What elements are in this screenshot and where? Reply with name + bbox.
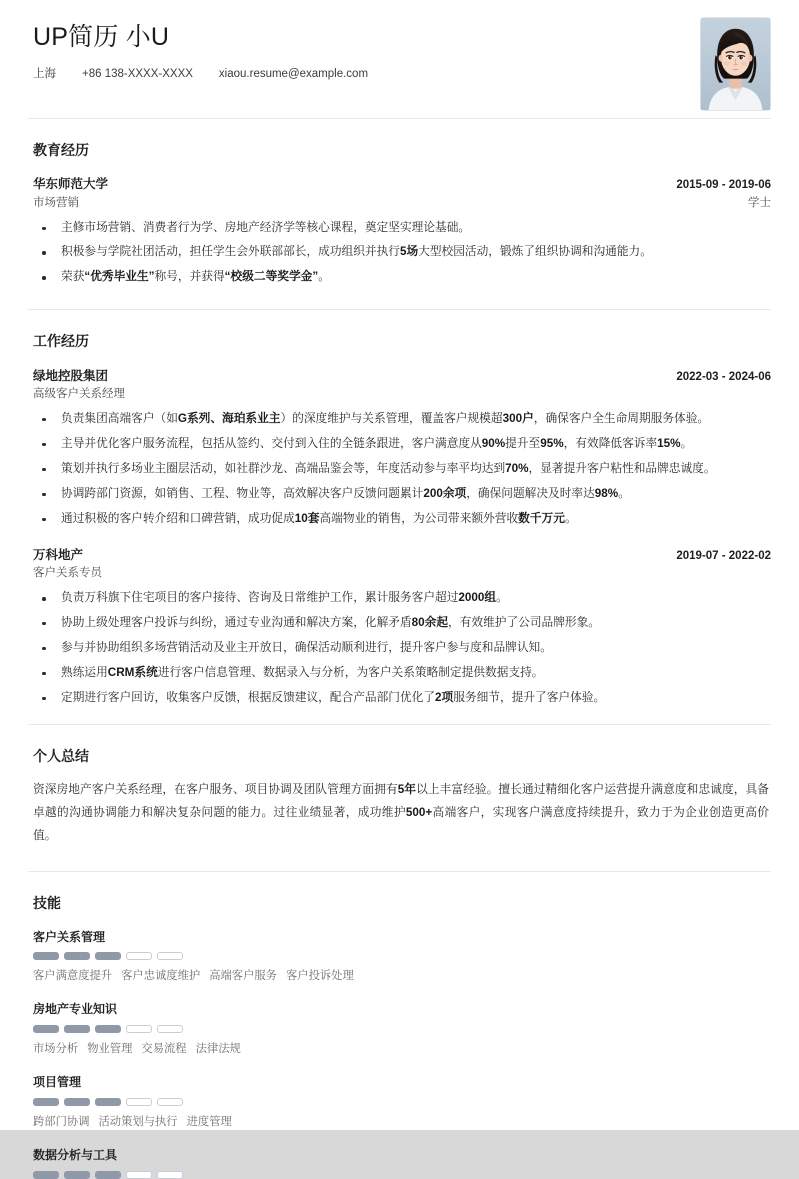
bullet-item: 协助上级处理客户投诉与纠纷，通过专业沟通和解决方案，化解矛盾80余起，有效维护了公司品牌形象。 bbox=[33, 614, 771, 633]
entry-head bbox=[33, 367, 771, 386]
skill-tags bbox=[33, 1114, 771, 1131]
education-entry bbox=[33, 175, 771, 287]
skill-tag: 活动策划与执行 bbox=[98, 1115, 178, 1128]
skill-segment-empty bbox=[126, 1025, 152, 1033]
skill-tag: 高端客户服务 bbox=[209, 970, 277, 983]
contact-email: xiaou.resume@example.com bbox=[218, 68, 369, 81]
page-title: UP简历 小U bbox=[33, 23, 170, 51]
skill-segment-filled bbox=[64, 1171, 90, 1179]
contact-row bbox=[33, 66, 771, 82]
skill-item bbox=[33, 1001, 771, 1058]
skill-segment-empty bbox=[126, 1171, 152, 1179]
work-entry bbox=[33, 367, 771, 529]
skill-name: 客户关系管理 bbox=[33, 929, 106, 944]
work-bullets bbox=[33, 589, 771, 708]
education-entries bbox=[33, 175, 771, 287]
skill-segment-filled bbox=[95, 952, 121, 960]
skill-segment-filled bbox=[33, 1171, 59, 1179]
skill-item bbox=[33, 929, 771, 986]
degree: 学士 bbox=[748, 196, 771, 209]
summary-text: 资深房地产客户关系经理，在客户服务、项目协调及团队管理方面拥有5年以上丰富经验。擅长通过精细化客户运营提升满意度和忠诚度，具备卓越的沟通协调能力和解决复杂问题的能力。过往业绩显著，成功维护500+高端客户，实现客户满意度持续提升，致力于为企业创造更高价值。 bbox=[33, 782, 769, 842]
profile-photo bbox=[700, 17, 771, 111]
skill-tag: 物业管理 bbox=[87, 1043, 133, 1056]
work-date: 2019-07 - 2022-02 bbox=[676, 549, 771, 562]
skill-tag: 市场分析 bbox=[33, 1043, 79, 1056]
skill-segment-filled bbox=[33, 1098, 59, 1106]
work-date: 2022-03 - 2024-06 bbox=[676, 370, 771, 383]
skill-segment-filled bbox=[95, 1098, 121, 1106]
entry-sub bbox=[33, 195, 771, 212]
bullet-item: 策划并执行多场业主圈层活动，如社群沙龙、高端品鉴会等，年度活动参与率平均达到70%，显著提升客户粘性和品牌忠诚度。 bbox=[33, 460, 771, 479]
section-education bbox=[28, 119, 771, 309]
school-name: 华东师范大学 bbox=[33, 177, 109, 192]
company-name: 绿地控股集团 bbox=[33, 368, 109, 383]
bullet-item: 荣获“优秀毕业生”称号，并获得“校级二等奖学金”。 bbox=[33, 268, 771, 287]
name-block bbox=[28, 22, 771, 82]
bullet-item: 定期进行客户回访，收集客户反馈，根据反馈建议，配合产品部门优化了2项服务细节，提升了客户体验。 bbox=[33, 689, 771, 708]
skill-tag: 客户投诉处理 bbox=[285, 970, 354, 983]
skill-segment-filled bbox=[95, 1171, 121, 1179]
skill-tag: 交易流程 bbox=[141, 1043, 187, 1056]
bullet-item: 协调跨部门资源，如销售、工程、物业等，高效解决客户反馈问题累计200余项，确保问题解决及时率达98%。 bbox=[33, 485, 771, 504]
skills-list bbox=[33, 929, 771, 1179]
skill-segment-empty bbox=[157, 1098, 183, 1106]
bullet-item: 参与并协助组织多场营销活动及业主开放日，确保活动顺利进行，提升客户参与度和品牌认知。 bbox=[33, 639, 771, 658]
entry-sub bbox=[33, 565, 771, 582]
bullet-item: 负责万科旗下住宅项目的客户接待、咨询及日常维护工作，累计服务客户超过2000组。 bbox=[33, 589, 771, 608]
skill-tag: 客户满意度提升 bbox=[33, 970, 113, 983]
skill-segment-empty bbox=[157, 1025, 183, 1033]
bullet-item: 负责集团高端客户（如G系列、海珀系业主）的深度维护与关系管理，覆盖客户规模超300户，确保客户全生命周期服务体验。 bbox=[33, 410, 771, 429]
entry-sub bbox=[33, 386, 771, 403]
skill-segment-filled bbox=[33, 952, 59, 960]
skill-tag: 进度管理 bbox=[186, 1115, 232, 1128]
skill-level-bar bbox=[33, 1025, 771, 1033]
skill-name: 项目管理 bbox=[33, 1075, 82, 1090]
skill-segment-empty bbox=[126, 1098, 152, 1106]
skill-segment-empty bbox=[157, 952, 183, 960]
skill-segment-filled bbox=[64, 1098, 90, 1106]
skill-tag: 跨部门协调 bbox=[33, 1115, 90, 1128]
contact-phone: +86 138-XXXX-XXXX bbox=[82, 68, 193, 81]
skill-segment-filled bbox=[95, 1025, 121, 1033]
skill-tag: 客户忠诚度维护 bbox=[121, 970, 201, 983]
skill-item bbox=[33, 1147, 771, 1179]
skill-segment-filled bbox=[33, 1025, 59, 1033]
section-title-summary: 个人总结 bbox=[33, 747, 89, 764]
skill-level-bar bbox=[33, 1171, 771, 1179]
work-entry bbox=[33, 546, 771, 708]
bullet-item: 主修市场营销、消费者行为学、房地产经济学等核心课程，奠定坚实理论基础。 bbox=[33, 219, 771, 238]
section-work bbox=[28, 310, 771, 723]
company-name: 万科地产 bbox=[33, 547, 84, 562]
resume-header bbox=[28, 0, 771, 118]
contact-location: 上海 bbox=[33, 68, 56, 81]
skill-name: 房地产专业知识 bbox=[33, 1002, 118, 1017]
job-title: 客户关系专员 bbox=[33, 567, 102, 580]
work-bullets bbox=[33, 410, 771, 529]
skill-segment-filled bbox=[64, 952, 90, 960]
skill-name: 数据分析与工具 bbox=[33, 1147, 118, 1162]
skill-tags bbox=[33, 1041, 771, 1058]
section-skills bbox=[28, 872, 771, 1178]
skill-level-bar bbox=[33, 952, 771, 960]
section-title-education: 教育经历 bbox=[33, 142, 89, 158]
skill-segment-filled bbox=[64, 1025, 90, 1033]
bullet-item: 主导并优化客户服务流程，包括从签约、交付到入住的全链条跟进，客户满意度从90%提升至95%，有效降低客诉率15%。 bbox=[33, 435, 771, 454]
skill-tags bbox=[33, 968, 771, 985]
entry-head bbox=[33, 546, 771, 565]
bullet-item: 积极参与学院社团活动，担任学生会外联部部长，成功组织并执行5场大型校园活动，锻炼了组织协调和沟通能力。 bbox=[33, 243, 771, 262]
section-title-skills: 技能 bbox=[33, 895, 61, 912]
section-title-work: 工作经历 bbox=[33, 333, 89, 350]
major: 市场营销 bbox=[33, 196, 79, 209]
bullet-item: 熟练运用CRM系统进行客户信息管理、数据录入与分析，为客户关系策略制定提供数据支持。 bbox=[33, 664, 771, 683]
skill-item bbox=[33, 1074, 771, 1131]
bullet-item: 通过积极的客户转介绍和口碑营销，成功促成10套高端物业的销售，为公司带来额外营收数千万元。 bbox=[33, 510, 771, 529]
skill-level-bar bbox=[33, 1098, 771, 1106]
education-bullets bbox=[33, 219, 771, 288]
skill-segment-empty bbox=[126, 952, 152, 960]
skill-tag: 法律法规 bbox=[195, 1043, 241, 1056]
skill-segment-empty bbox=[157, 1171, 183, 1179]
section-summary bbox=[28, 725, 771, 872]
job-title: 高级客户关系经理 bbox=[33, 388, 125, 401]
entry-head bbox=[33, 175, 771, 194]
education-date: 2015-09 - 2019-06 bbox=[676, 179, 771, 192]
